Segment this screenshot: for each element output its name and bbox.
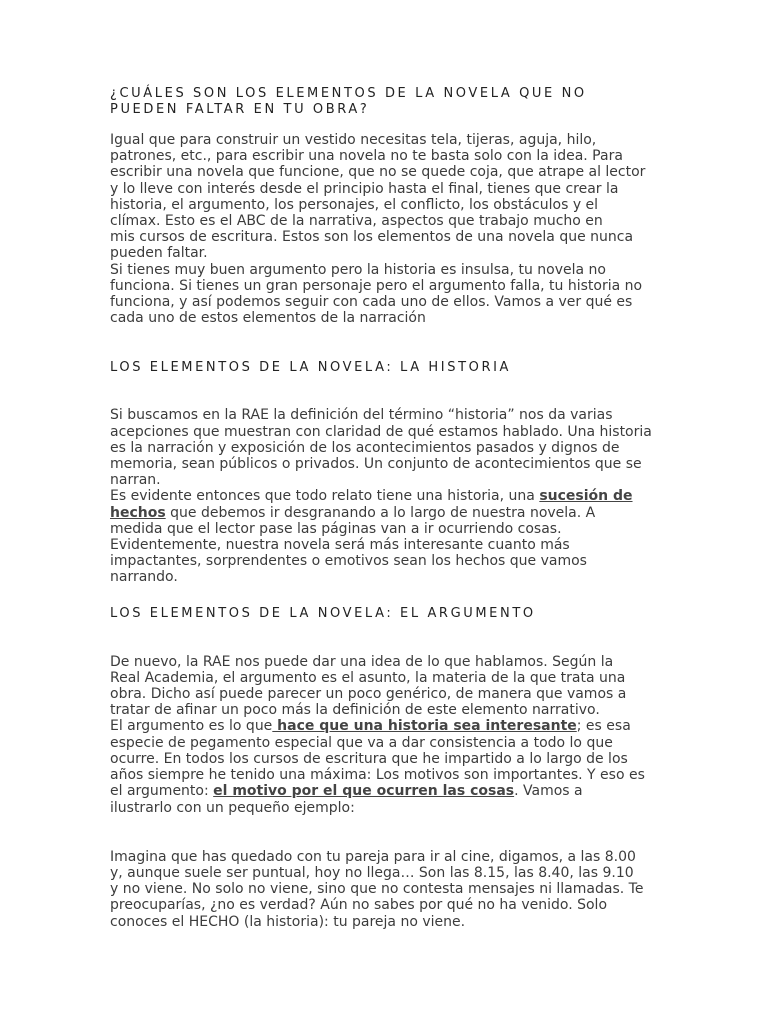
text-line: El argumento es lo que xyxy=(110,718,273,735)
text-line: clímax. Esto es el ABC de la narrativa, aspectos que trabajo mucho en xyxy=(110,213,603,230)
text-line: escribir una novela que funcione, que no se quede coja, que atrape al lector xyxy=(110,164,646,181)
historia-paragraph xyxy=(110,407,658,585)
text-line: es la narración y exposición de los acontecimientos pasados y dignos de xyxy=(110,439,620,456)
text-line: ; es esa xyxy=(576,718,631,735)
link-sucesion-de-hechos-cont[interactable]: hechos xyxy=(110,504,166,521)
text-line: Imagina que has quedado con tu pareja para ir al cine, digamos, a las 8.00 xyxy=(110,848,636,865)
text-line: impactantes, sorprendentes o emotivos sean los hechos que vamos xyxy=(110,553,587,570)
text-line: y, aunque suele ser puntual, hoy no llega… Son las 8.15, las 8.40, las 9.10 xyxy=(110,864,634,881)
text-line: Evidentemente, nuestra novela será más interesante cuanto más xyxy=(110,537,570,554)
section-heading-historia: LOS ELEMENTOS DE LA NOVELA: LA HISTORIA xyxy=(110,360,512,376)
text-line: tratar de afinar un poco más la definición de este elemento narrativo. xyxy=(110,702,600,719)
link-historia-interesante[interactable]: hace que una historia sea interesante xyxy=(272,718,577,735)
text-line: Real Academia, el argumento es el asunto, la materia de la que trata una xyxy=(110,669,626,686)
text-line: Si buscamos en la RAE la definición del término “historia” nos da varias xyxy=(110,407,613,424)
text-line: patrones, etc., para escribir una novela no te basta solo con la idea. Para xyxy=(110,148,623,165)
text-line: Es evidente entonces que todo relato tiene una historia, una xyxy=(110,488,540,505)
text-line: preocuparías, ¿no es verdad? Aún no sabes por qué no ha venido. Solo xyxy=(110,897,608,914)
text-line: funciona. Si tienes un gran personaje pero el argumento falla, tu historia no xyxy=(110,277,643,294)
text-line: Igual que para construir un vestido necesitas tela, tijeras, aguja, hilo, xyxy=(110,132,597,148)
text-line: funciona, y así podemos seguir con cada uno de ellos. Vamos a ver qué es xyxy=(110,294,633,311)
text-line: y no viene. No solo no viene, sino que no contesta mensajes ni llamadas. Te xyxy=(110,881,644,898)
ejemplo-paragraph xyxy=(110,849,658,930)
text-line: el argumento: xyxy=(110,783,214,800)
text-line: historia, el argumento, los personajes, el conflicto, los obstáculos y el xyxy=(110,196,599,213)
text-line: años siempre he tenido una máxima: Los motivos son importantes. Y eso es xyxy=(110,767,645,784)
text-line: acepciones que muestran con claridad de qué estamos hablado. Una historia xyxy=(110,423,652,440)
text-line: Si tienes muy buen argumento pero la historia es insulsa, tu novela no xyxy=(110,261,606,278)
text-line: narran. xyxy=(110,472,161,489)
intro-paragraph xyxy=(110,132,658,326)
text-line: memoria, sean públicos o privados. Un conjunto de acontecimientos que se xyxy=(110,456,642,473)
section-heading-argumento: LOS ELEMENTOS DE LA NOVELA: EL ARGUMENTO xyxy=(110,605,536,621)
text-line: De nuevo, la RAE nos puede dar una idea de lo que hablamos. Según la xyxy=(110,653,614,670)
text-line: cada uno de estos elementos de la narración xyxy=(110,310,426,327)
section-heading-elementos xyxy=(110,86,658,118)
text-line: narrando. xyxy=(110,569,178,586)
text-line: especie de pegamento especial que va a dar consistencia a todo lo que xyxy=(110,734,613,751)
text-line: . Vamos a xyxy=(514,783,583,800)
text-line: que debemos ir desgranando a lo largo de nuestra novela. A xyxy=(165,504,596,521)
text-line: pueden faltar. xyxy=(110,245,208,262)
link-sucesion-de-hechos[interactable]: sucesión de xyxy=(539,488,633,505)
text-line: obra. Dicho así puede parecer un poco genérico, de manera que vamos a xyxy=(110,686,627,703)
text-line: y lo lleve con interés desde el principio hasta el final, tienes que crear la xyxy=(110,180,619,197)
text-line: mis cursos de escritura. Estos son los elementos de una novela que nunca xyxy=(110,229,634,246)
text-line: ocurre. En todos los cursos de escritura que he impartido a lo largo de los xyxy=(110,750,628,767)
argumento-paragraph xyxy=(110,654,658,816)
text-line: conoces el HECHO (la historia): tu pareja no viene. xyxy=(110,913,466,930)
text-line: ilustrarlo con un pequeño ejemplo: xyxy=(110,799,355,816)
heading-line: PUEDEN FALTAR EN TU OBRA? xyxy=(110,102,370,117)
heading-line: ¿CUÁLES SON LOS ELEMENTOS DE LA NOVELA QUE NO xyxy=(110,86,587,101)
link-motivo-ocurren-cosas[interactable]: el motivo por el que ocurren las cosas xyxy=(213,783,515,800)
text-line: medida que el lector pase las páginas van a ir ocurriendo cosas. xyxy=(110,520,562,537)
